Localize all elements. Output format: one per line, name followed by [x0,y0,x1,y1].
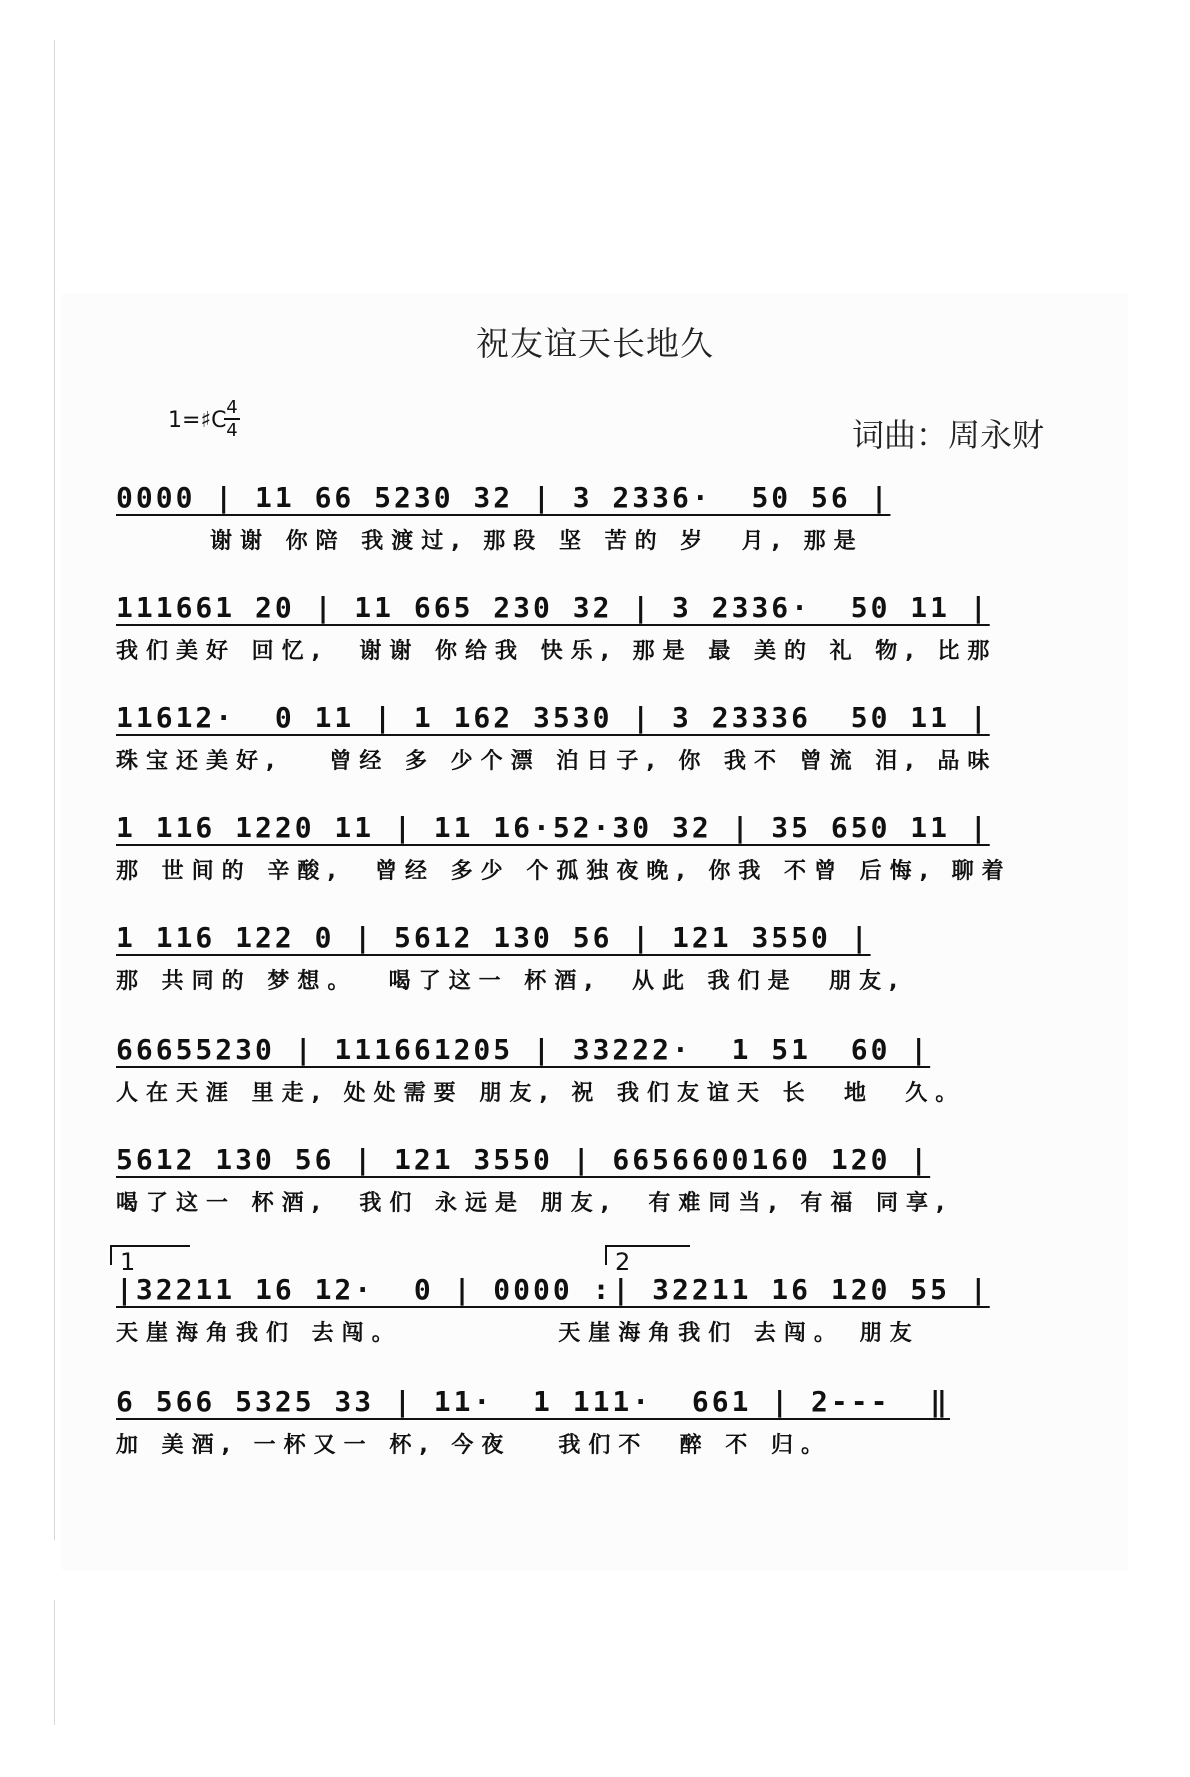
score-row [116,918,1076,1000]
composer-credit: 词曲：周永财 [851,416,1044,454]
score-row [116,478,1076,560]
notation-line: 5612 130 56 | 121 3550 | 6656600160 120 | [116,1143,931,1176]
notation-line: 0000 | 11 66 5230 32 | 3 2336· 50 56 | [116,481,891,514]
notation-line: 1 116 1220 11 | 11 16·52·30 32 | 35 650 11 | [116,811,990,844]
page-edge-line [54,40,55,1540]
first-ending-bracket: 1 [110,1245,190,1265]
lyrics-line: 那 共同的 梦想。 喝了这一 杯酒, 从此 我们是 朋友, [116,969,906,994]
notation-line: 11612· 0 11 | 1 162 3530 | 3 23336 50 11 | [116,701,990,734]
score-row [116,1030,1076,1112]
lyrics-line: 那 世间的 辛酸, 曾经 多少 个孤独夜晚, 你我 不曾 后悔, 聊着 [116,859,1012,884]
second-ending-bracket: 2 [605,1245,690,1265]
lyrics-line: 人在天涯 里走, 处处需要 朋友, 祝 我们友谊天 长 地 久。 [116,1081,966,1106]
score-row [116,1382,1076,1464]
lyrics-line: 我们美好 回忆, 谢谢 你给我 快乐, 那是 最 美的 礼 物, 比那 [116,639,998,664]
score-row [116,1140,1076,1222]
time-signature [224,397,240,441]
notation-line: 1 116 122 0 | 5612 130 56 | 121 3550 | [116,921,871,954]
notation-line: 6 566 5325 33 | 11· 1 111· 661 | 2--- ‖ [116,1385,951,1418]
score-row [116,698,1076,780]
lyrics-line: 谢谢 你陪 我渡过, 那段 坚 苦的 岁 月, 那是 [116,529,864,554]
song-title: 祝友谊天长地久 [476,324,714,363]
lyrics-line: 加 美酒, 一杯又一 杯, 今夜 我们不 醉 不 归。 [116,1433,831,1458]
score-row [116,588,1076,670]
score-row [116,808,1076,890]
notation-line: |32211 16 12· 0 | 0000 :| 32211 16 120 55 | [116,1273,990,1306]
notation-line: 66655230 | 111661205 | 33222· 1 51 60 | [116,1033,931,1066]
lyrics-line: 天崖海角我们 去闯。 天崖海角我们 去闯。 朋友 [116,1321,920,1346]
time-signature-bottom: 4 [226,420,238,441]
notation-line: 111661 20 | 11 665 230 32 | 3 2336· 50 11 | [116,591,990,624]
page-edge-line-lower [54,1600,55,1725]
lyrics-line: 珠宝还美好, 曾经 多 少个漂 泊日子, 你 我不 曾流 泪, 品味 [116,749,998,774]
time-signature-top: 4 [226,397,238,418]
key-signature: 1=♯C [168,408,227,433]
lyrics-line: 喝了这一 杯酒, 我们 永远是 朋友, 有难同当, 有福 同享, [116,1191,953,1216]
score-row [116,1270,1076,1352]
